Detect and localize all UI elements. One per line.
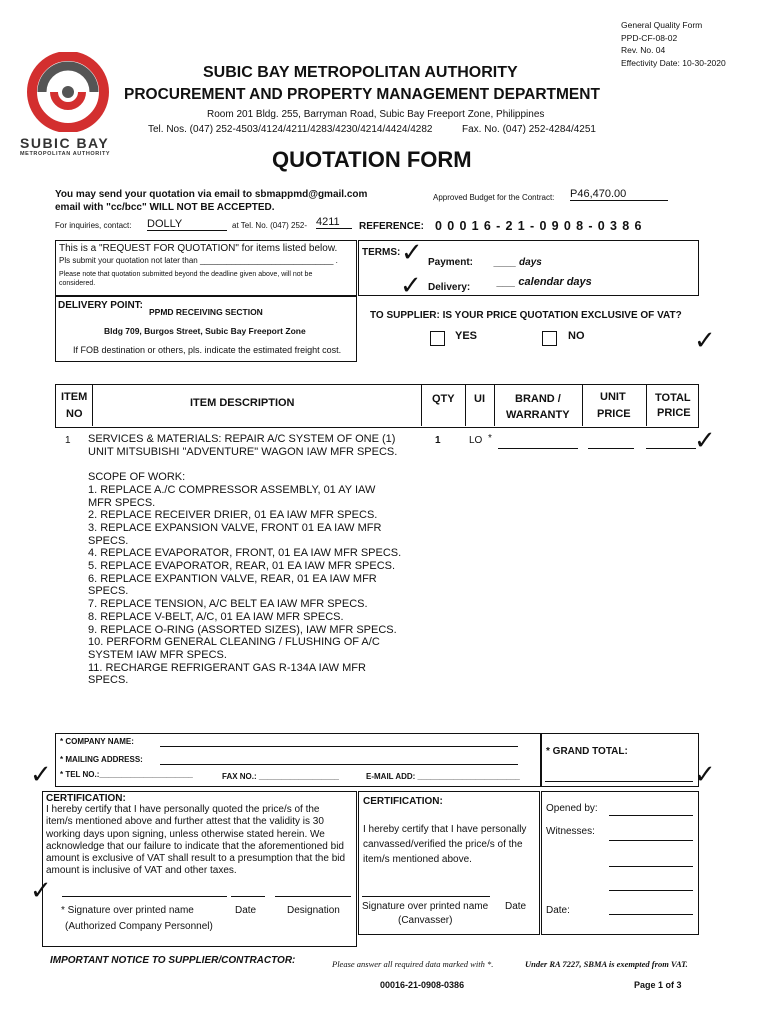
item-description-line: 6. REPLACE EXPANTION VALVE, REAR, 01 EA IAW MFR: [88, 572, 377, 585]
form-meta-type: General Quality Form: [621, 20, 703, 30]
item-description-line: [88, 458, 428, 471]
canvasser-cert-line3: item/s mentioned above.: [363, 854, 472, 865]
item-no: 1: [65, 435, 71, 446]
form-meta-rev: Rev. No. 04: [621, 45, 666, 55]
supplier-signature-sub: (Authorized Company Personnel): [65, 921, 213, 932]
supplier-date-label: Date: [235, 905, 257, 916]
mailing-address-field[interactable]: [160, 764, 518, 765]
canvasser-cert-title: CERTIFICATION:: [363, 796, 443, 807]
contact-name: DOLLY: [147, 218, 227, 231]
col-unit-price: PRICE: [597, 408, 631, 420]
opened-by-label: Opened by:: [546, 803, 598, 814]
col-brand: BRAND /: [515, 393, 561, 405]
supplier-designation-label: Designation: [287, 905, 340, 916]
grand-total-box: [541, 733, 699, 787]
item-description-line: 5. REPLACE EVAPORATOR, REAR, 01 EA IAW MFR SPECS.: [88, 560, 396, 573]
email-add-label: E-MAIL ADD: _______________________: [366, 772, 520, 781]
mailing-address-label: * MAILING ADDRESS:: [60, 755, 143, 764]
canvasser-cert-line2: canvassed/verified the price/s of the: [363, 839, 523, 850]
supplier-cert-title: CERTIFICATION:: [46, 793, 126, 804]
rfq-text: This is a "REQUEST FOR QUOTATION" for items listed below.: [59, 243, 338, 254]
supplier-cert-line: working days upon signing, unless otherwise stated herein. We: [46, 828, 325, 840]
brand-field[interactable]: [498, 448, 578, 449]
payment-value[interactable]: ____ days: [494, 257, 542, 268]
witness-2-field[interactable]: [609, 866, 693, 867]
canvasser-cert-line1: I hereby certify that I have personally: [363, 824, 527, 835]
item-description-line: SPECS.: [88, 534, 129, 547]
unit-price-field[interactable]: [588, 448, 634, 449]
dept-fax: Fax. No. (047) 252-4284/4251: [462, 124, 596, 135]
vat-question: TO SUPPLIER: IS YOUR PRICE QUOTATION EXCLUSIVE OF VAT?: [370, 310, 682, 321]
canvasser-date-label: Date: [505, 901, 527, 912]
supplier-cert-line: amount is inclusive of VAT and other taxes.: [46, 865, 237, 877]
item-ui: LO: [469, 435, 483, 446]
col-total-price: PRICE: [657, 407, 691, 419]
supplier-cert-line: I hereby certify that I have personally quoted the price/s of the: [46, 804, 320, 815]
no-checkbox[interactable]: [542, 331, 557, 346]
delivery-point-address: Bldg 709, Burgos Street, Subic Bay Freeport Zone: [104, 326, 306, 336]
supplier-date-field[interactable]: [231, 896, 265, 897]
supplier-cert-line: item/s mentioned above and further attest that the validity is 30: [46, 816, 324, 828]
terms-label: TERMS:: [362, 247, 401, 258]
supplier-check-icon: ✓: [30, 876, 52, 906]
sbma-logo: [20, 52, 120, 157]
grand-total-label: * GRAND TOTAL:: [546, 746, 628, 757]
total-price-field[interactable]: [646, 448, 696, 449]
reference-label: REFERENCE:: [359, 221, 425, 232]
no-label: NO: [568, 330, 585, 342]
vat-check-icon: ✓: [694, 326, 716, 356]
form-meta-effectivity: Effectivity Date: 10-30-2020: [621, 57, 726, 68]
important-notice: IMPORTANT NOTICE TO SUPPLIER/CONTRACTOR:: [50, 955, 296, 966]
delivery-value[interactable]: ___ calendar days: [497, 276, 592, 288]
supplier-signature-label: * Signature over printed name: [61, 905, 194, 916]
item-description-line: 4. REPLACE EVAPORATOR, FRONT, 01 EA IAW MFR SPECS.: [88, 547, 402, 560]
tel-no-label: * TEL NO.:_____________________: [60, 770, 193, 779]
rfq-note: Please note that quotation submitted beyond the deadline given above, will not be: [59, 271, 313, 278]
rfq-deadline: Pls submit your quotation not later than ______________________________ .: [59, 256, 338, 265]
item-description-line: SPECS.: [88, 674, 129, 687]
page-title: QUOTATION FORM: [272, 147, 472, 172]
item-description-line: 10. PERFORM GENERAL CLEANING / FLUSHING OF A/C: [88, 636, 380, 649]
item-description-line: UNIT MITSUBISHI "ADVENTURE" WAGON IAW MFR SPECS.: [88, 445, 398, 458]
supplier-cert-line: amount is exclusive of VAT shall result to a presumption that the bid: [46, 853, 346, 865]
canvasser-signature-label: Signature over printed name: [362, 901, 489, 912]
col-item-no-2: NO: [66, 408, 83, 420]
item-description-line: 8. REPLACE V-BELT, A/C, 01 EA IAW MFR SPECS.: [88, 610, 344, 623]
grand-total-check-icon: ✓: [694, 760, 716, 790]
page-number: Page 1 of 3: [634, 980, 682, 990]
col-warranty: WARRANTY: [506, 409, 570, 421]
yes-label: YES: [455, 330, 478, 342]
item-description-line: 3. REPLACE EXPANSION VALVE, FRONT 01 EA IAW MFR: [88, 521, 382, 534]
col-unit: UNIT: [600, 391, 626, 403]
fax-no-label: FAX NO.: __________________: [222, 772, 339, 781]
col-total: TOTAL: [655, 392, 691, 404]
footer-reference: 00016-21-0908-0386: [380, 980, 465, 990]
company-name-field[interactable]: [160, 746, 518, 747]
item-check-icon: ✓: [694, 426, 716, 456]
email-warning: email with "cc/bcc" WILL NOT BE ACCEPTED.: [55, 202, 275, 213]
item-description-line: 11. RECHARGE REFRIGERANT GAS R-134A IAW MFR: [88, 661, 366, 674]
canvasser-signature-sub: (Canvasser): [398, 915, 453, 926]
budget-value: P46,470.00: [570, 188, 668, 201]
budget-label: Approved Budget for the Contract:: [433, 193, 555, 202]
item-description-line: 9. REPLACE O-RING (ASSORTED SIZES), IAW MFR SPECS.: [88, 623, 397, 636]
col-qty: QTY: [432, 393, 455, 405]
delivery-point-section: PPMD RECEIVING SECTION: [149, 307, 263, 317]
tel-label: at Tel. No. (047) 252-: [232, 221, 308, 230]
fob-note: If FOB destination or others, pls. indicate the estimated freight cost.: [73, 345, 342, 355]
opened-date-label: Date:: [546, 905, 570, 916]
logo-text: SUBIC BAY: [20, 135, 110, 151]
item-description-line: SCOPE OF WORK:: [88, 471, 186, 484]
rfq-note-end: considered.: [59, 280, 96, 287]
payment-check-icon: ✓: [401, 238, 423, 268]
form-meta-code: PPD-CF-08-02: [621, 32, 678, 43]
company-check-icon: ✓: [30, 760, 52, 790]
col-ui: UI: [474, 393, 485, 405]
delivery-check-icon: ✓: [400, 271, 422, 301]
item-description-line: SPECS.: [88, 585, 129, 598]
tel-value: 4211: [316, 216, 352, 229]
supplier-signature-field[interactable]: [62, 896, 227, 897]
witness-3-field[interactable]: [609, 890, 693, 891]
logo-subtext: METROPOLITAN AUTHORITY: [20, 151, 111, 157]
item-qty: 1: [435, 435, 441, 446]
item-description-line: SYSTEM IAW MFR SPECS.: [88, 648, 227, 661]
delivery-point-label: DELIVERY POINT:: [58, 300, 144, 311]
item-description: [88, 433, 428, 687]
col-item-no: ITEM: [61, 391, 88, 403]
witness-1-field[interactable]: [609, 840, 693, 841]
col-desc: ITEM DESCRIPTION: [190, 397, 295, 409]
grand-total-field[interactable]: [545, 781, 693, 782]
email-note: You may send your quotation via email to sbmappmd@gmail.com: [55, 189, 368, 200]
canvasser-signature-field[interactable]: [362, 896, 490, 897]
logo-emblem-icon: [20, 52, 116, 132]
yes-checkbox[interactable]: [430, 331, 445, 346]
item-description-line: 2. REPLACE RECEIVER DRIER, 01 EA IAW MFR SPECS.: [88, 509, 378, 522]
dept-address: Room 201 Bldg. 255, Barryman Road, Subic Bay Freeport Zone, Philippines: [207, 109, 545, 120]
opened-by-field[interactable]: [609, 815, 693, 816]
vat-exempt-note: Under RA 7227, SBMA is exempted from VAT.: [525, 959, 688, 969]
form-meta: [621, 19, 726, 69]
item-description-line: SERVICES & MATERIALS: REPAIR A/C SYSTEM OF ONE (1): [88, 433, 396, 445]
delivery-label: Delivery:: [428, 282, 471, 293]
item-required-star: *: [488, 433, 492, 444]
required-note: Please answer all required data marked with *.: [332, 959, 494, 969]
supplier-cert-text: [46, 804, 345, 878]
item-description-line: 7. REPLACE TENSION, A/C BELT EA IAW MFR SPECS.: [88, 598, 368, 611]
org-name: SUBIC BAY METROPOLITAN AUTHORITY: [203, 64, 518, 81]
opened-date-field[interactable]: [609, 914, 693, 915]
reference-value: 0 0 0 1 6 - 2 1 - 0 9 0 8 - 0 3 8 6: [435, 219, 643, 233]
payment-label: Payment:: [428, 257, 474, 268]
dept-tel: Tel. Nos. (047) 252-4503/4124/4211/4283/4230/4214/4424/4282: [148, 124, 433, 135]
company-name-label: * COMPANY NAME:: [60, 737, 134, 746]
dept-name: PROCUREMENT AND PROPERTY MANAGEMENT DEPARTMENT: [124, 86, 600, 103]
inquiry-label: For inquiries, contact:: [55, 221, 132, 230]
witnesses-label: Witnesses:: [546, 826, 595, 837]
supplier-cert-line: acknowledge that our failure to indicate that the aforementioned bid: [46, 840, 344, 852]
item-description-line: 1. REPLACE A./C COMPRESSOR ASSEMBLY, 01 AY IAW: [88, 483, 376, 496]
supplier-designation-field[interactable]: [275, 896, 351, 897]
item-description-line: MFR SPECS.: [88, 496, 156, 509]
